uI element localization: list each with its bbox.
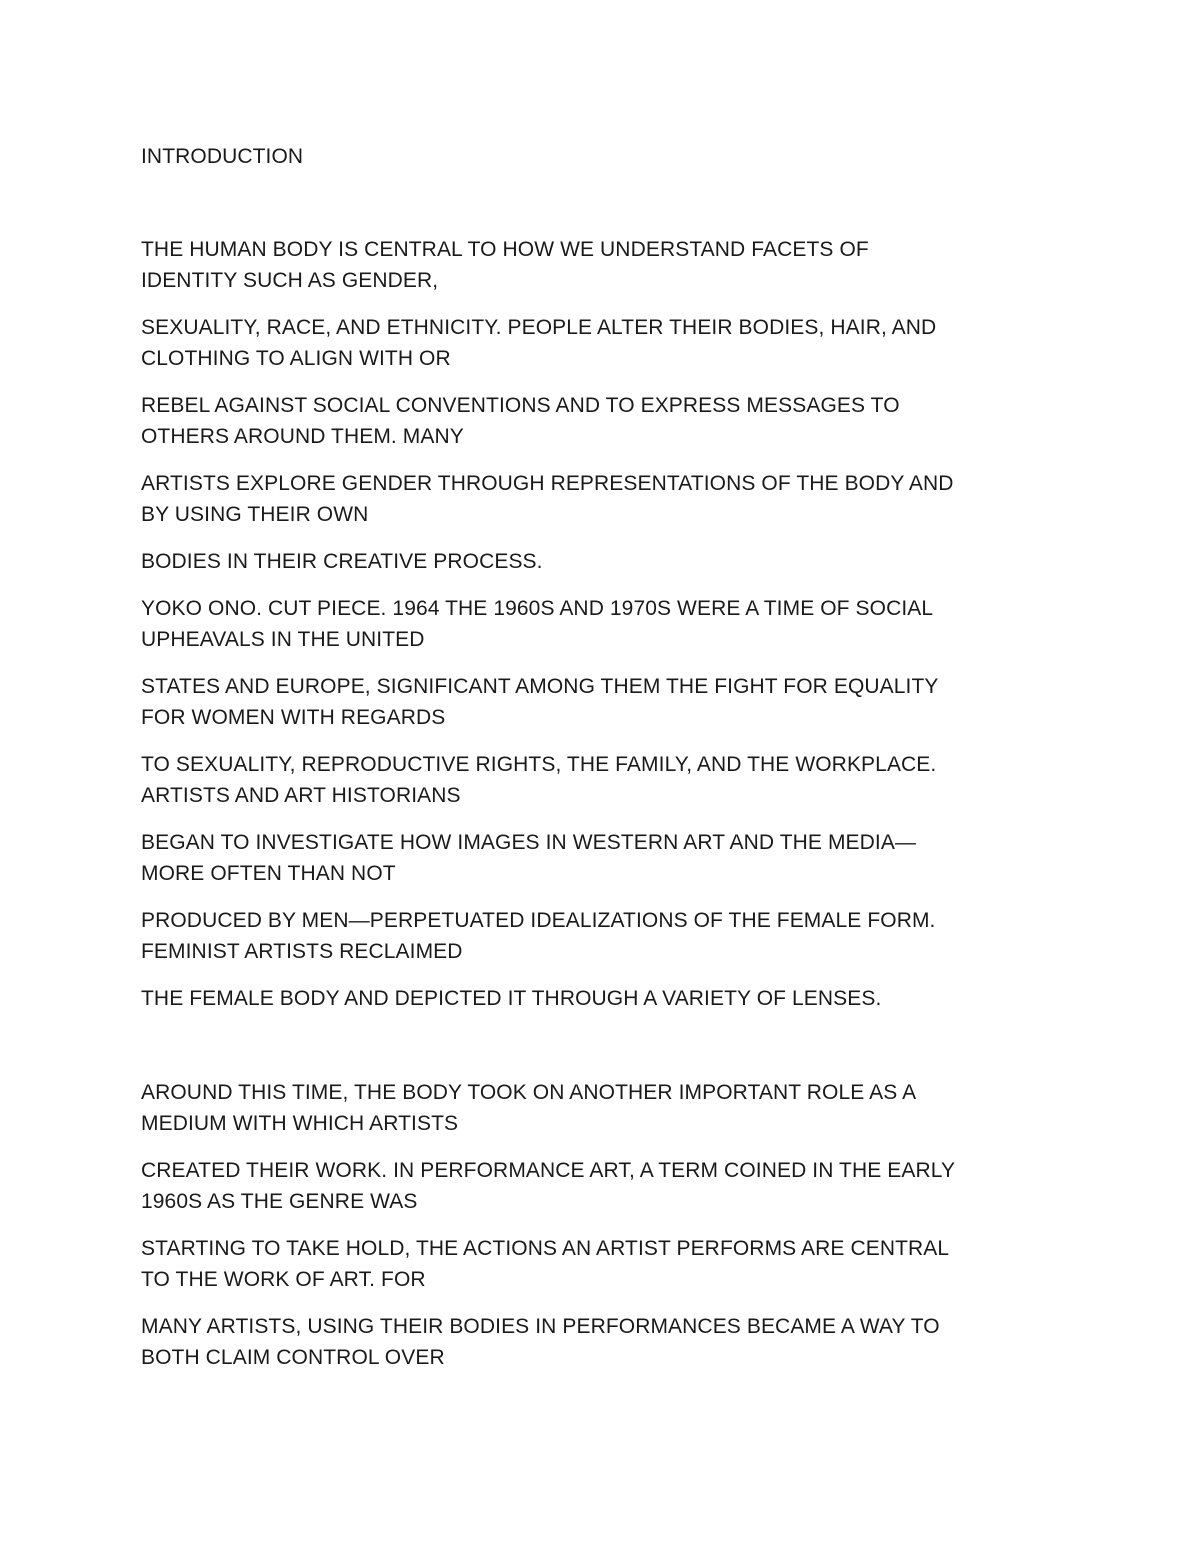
paragraph [141, 749, 1071, 811]
text-line: BEGAN TO INVESTIGATE HOW IMAGES IN WESTERN ART AND THE MEDIA— [141, 831, 917, 854]
paragraph [141, 1077, 1071, 1139]
text-line: SEXUALITY, RACE, AND ETHNICITY. PEOPLE ALTER THEIR BODIES, HAIR, AND [141, 316, 937, 339]
text-line: BODIES IN THEIR CREATIVE PROCESS. [141, 550, 543, 573]
text-line: ARTISTS EXPLORE GENDER THROUGH REPRESENTATIONS OF THE BODY AND [141, 472, 954, 495]
text-line: UPHEAVALS IN THE UNITED [141, 628, 425, 651]
paragraph [141, 312, 1071, 374]
section-one [141, 234, 1071, 1014]
page-title: INTRODUCTION [141, 145, 304, 168]
paragraph [141, 1311, 1071, 1373]
text-line: TO THE WORK OF ART. FOR [141, 1268, 426, 1291]
text-line: IDENTITY SUCH AS GENDER, [141, 269, 439, 292]
text-line: AROUND THIS TIME, THE BODY TOOK ON ANOTHER IMPORTANT ROLE AS A [141, 1081, 917, 1104]
text-line: FOR WOMEN WITH REGARDS [141, 706, 446, 729]
paragraph [141, 1233, 1071, 1295]
text-line: STATES AND EUROPE, SIGNIFICANT AMONG THEM THE FIGHT FOR EQUALITY [141, 675, 939, 698]
text-line: REBEL AGAINST SOCIAL CONVENTIONS AND TO EXPRESS MESSAGES TO [141, 394, 900, 417]
paragraph [141, 983, 1071, 1014]
paragraph [141, 390, 1071, 452]
paragraph [141, 1155, 1071, 1217]
section-two [141, 1077, 1071, 1373]
text-line: MEDIUM WITH WHICH ARTISTS [141, 1112, 459, 1135]
text-line: THE FEMALE BODY AND DEPICTED IT THROUGH A VARIETY OF LENSES. [141, 987, 882, 1010]
text-line: FEMINIST ARTISTS RECLAIMED [141, 940, 463, 963]
text-line: BY USING THEIR OWN [141, 503, 369, 526]
spacer [141, 1030, 1071, 1077]
text-line: ARTISTS AND ART HISTORIANS [141, 784, 461, 807]
text-line: CLOTHING TO ALIGN WITH OR [141, 347, 451, 370]
paragraph [141, 546, 1071, 577]
text-line: OTHERS AROUND THEM. MANY [141, 425, 464, 448]
paragraph [141, 593, 1071, 655]
text-line: YOKO ONO. CUT PIECE. 1964 THE 1960S AND 1970S WERE A TIME OF SOCIAL [141, 597, 934, 620]
text-line: STARTING TO TAKE HOLD, THE ACTIONS AN ARTIST PERFORMS ARE CENTRAL [141, 1237, 950, 1260]
paragraph [141, 905, 1071, 967]
text-line: THE HUMAN BODY IS CENTRAL TO HOW WE UNDERSTAND FACETS OF [141, 238, 869, 261]
paragraph [141, 671, 1071, 733]
text-line: PRODUCED BY MEN—PERPETUATED IDEALIZATIONS OF THE FEMALE FORM. [141, 909, 936, 932]
paragraph [141, 827, 1071, 889]
paragraph [141, 234, 1071, 296]
text-line: MORE OFTEN THAN NOT [141, 862, 396, 885]
text-line: CREATED THEIR WORK. IN PERFORMANCE ART, A TERM COINED IN THE EARLY [141, 1159, 956, 1182]
document-body [141, 141, 1071, 1389]
text-line: BOTH CLAIM CONTROL OVER [141, 1346, 445, 1369]
spacer [141, 172, 1071, 234]
text-line: TO SEXUALITY, REPRODUCTIVE RIGHTS, THE FAMILY, AND THE WORKPLACE. [141, 753, 937, 776]
text-line: 1960S AS THE GENRE WAS [141, 1190, 418, 1213]
paragraph [141, 468, 1071, 530]
text-line: MANY ARTISTS, USING THEIR BODIES IN PERFORMANCES BECAME A WAY TO [141, 1315, 940, 1338]
